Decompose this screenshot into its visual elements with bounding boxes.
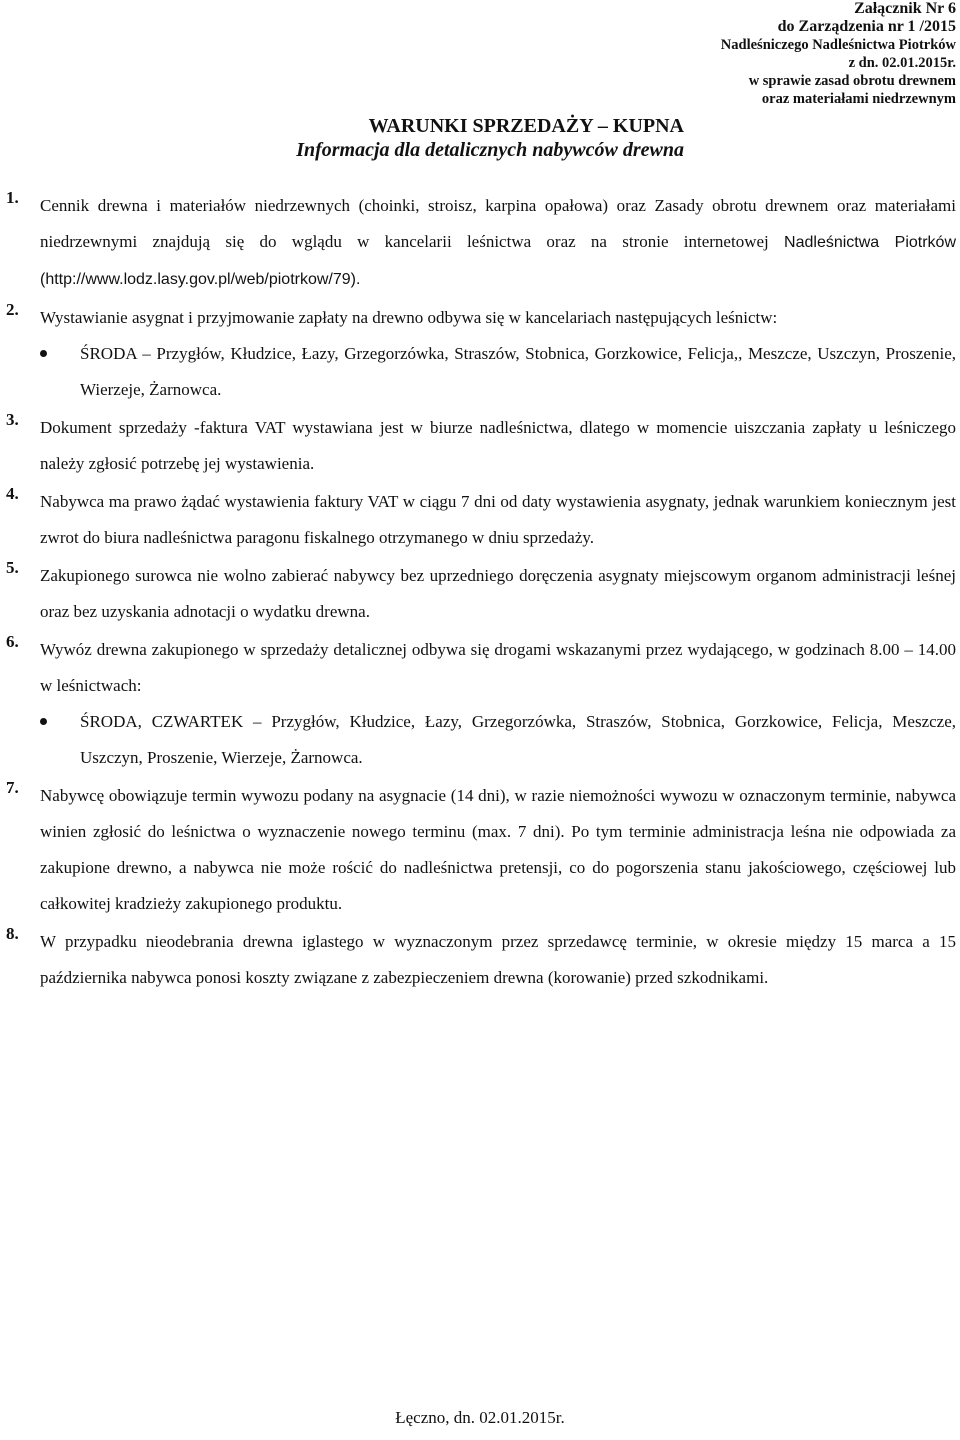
item-number: 1. — [6, 188, 19, 207]
item-text — [40, 188, 956, 298]
bullet-dot-icon — [40, 350, 47, 357]
bullet-text: ŚRODA, CZWARTEK – Przygłów, Kłudzice, Łazy, Grzegorzówka, Straszów, Stobnica, Gorzkowice, Felicja, Meszcze, Uszczyn, Proszenie, Wierzeje, Żarnowca. — [80, 712, 956, 767]
annex-line-3: Nadleśniczego Nadleśnictwa Piotrków — [720, 37, 956, 53]
bullet-text: ŚRODA – Przygłów, Kłudzice, Łazy, Grzegorzówka, Straszów, Stobnica, Gorzkowice, Felicja,, Meszcze, Uszczyn, Proszenie, Wierzeje, Żarnowca. — [80, 344, 956, 399]
item-text: W przypadku nieodebrania drewna iglastego w wyznaczonym przez sprzedawcę terminie, w okresie między 15 marca a 15 października nabywca ponosi koszty związane z zabezpieczeniem drewna (korowanie) przed szkodnikami. — [40, 932, 956, 987]
document-title — [0, 114, 684, 162]
item-text: Dokument sprzedaży -faktura VAT wystawiana jest w biurze nadleśnictwa, dlatego w momencie uiszczania zapłaty u leśniczego należy zgłosić potrzebę jej wystawienia. — [40, 418, 956, 473]
item-text: Wywóz drewna zakupionego w sprzedaży detalicznej odbywa się drogami wskazanymi przez wydającego, w godzinach 8.00 – 14.00 w leśnictwach: — [40, 640, 956, 695]
annex-line-2: do Zarządzenia nr 1 /2015 — [777, 18, 956, 35]
item-text: Wystawianie asygnat i przyjmowanie zapłaty na drewno odbywa się w kancelariach następujących leśnictw: — [40, 308, 778, 327]
condition-item-6 — [6, 632, 956, 776]
item-text: Nabywcę obowiązuje termin wywozu podany na asygnacie (14 dni), w razie niemożności wywozu w oznaczonym terminie, nabywca winien zgłosić do leśnictwa o wyznaczenie nowego terminu (max. 7 dni). Po tym terminie administracja leśna nie odpowiada za zakupione drewno, a nabywca nie może rościć do nadleśnictwa pretensji, co do pogorszenia stanu jakościowego, częściowej lub całkowitej kradzieży zakupionego produktu. — [40, 786, 956, 913]
item-number: 3. — [6, 410, 19, 429]
item-text-part: Cennik drewna i materiałów niedrzewnych (choinki, stroisz, karpina opałowa) oraz Zasady obrotu drewnem oraz materiałami niedrzewnymi znajdują się do wglądu w kancelarii leśnictwa oraz na stronie internetowej — [40, 196, 956, 251]
annex-line-4: z dn. 02.01.2015r. — [848, 55, 956, 71]
item-text: Zakupionego surowca nie wolno zabierać nabywcy bez uprzedniego doręczenia asygnaty miejscowym organom administracji leśnej oraz bez uzyskania adnotacji o wydatku drewna. — [40, 566, 956, 621]
bullet-dot-icon — [40, 718, 47, 725]
item-text: Nabywca ma prawo żądać wystawienia faktury VAT w ciągu 7 dni od daty wystawienia asygnaty, jednak warunkiem koniecznym jest zwrot do biura nadleśnictwa paragonu fiskalnego otrzymanego w dniu sprzedaży. — [40, 492, 956, 547]
condition-item-3 — [6, 410, 956, 482]
condition-item-4 — [6, 484, 956, 556]
title-main: WARUNKI SPRZEDAŻY – KUPNA — [368, 115, 684, 137]
bullet-list — [40, 336, 956, 408]
condition-item-5 — [6, 558, 956, 630]
condition-item-8 — [6, 924, 956, 996]
bullet-item — [40, 704, 956, 776]
item-number: 8. — [6, 924, 19, 943]
item-text-link-part: Nadleśnictwa Piotrków (http://www.lodz.lasy.gov.pl/web/piotrkow/79). — [40, 234, 957, 288]
annex-line-6: oraz materiałami niedrzewnym — [761, 91, 956, 107]
bullet-list — [40, 704, 956, 776]
annex-line-1: Załącznik Nr 6 — [854, 0, 956, 17]
annex-header — [636, 0, 956, 108]
item-number: 7. — [6, 778, 19, 797]
condition-item-2 — [6, 300, 956, 408]
item-number: 2. — [6, 300, 19, 319]
item-number: 5. — [6, 558, 19, 577]
condition-item-7 — [6, 778, 956, 922]
condition-item-1 — [6, 188, 956, 298]
item-number: 6. — [6, 632, 19, 651]
title-subtitle: Informacja dla detalicznych nabywców drewna — [296, 139, 684, 161]
conditions-list — [6, 188, 956, 998]
annex-line-5: w sprawie zasad obrotu drewnem — [748, 73, 956, 89]
place-date-footer: Łęczno, dn. 02.01.2015r. — [395, 1408, 565, 1427]
item-number: 4. — [6, 484, 19, 503]
bullet-item — [40, 336, 956, 408]
